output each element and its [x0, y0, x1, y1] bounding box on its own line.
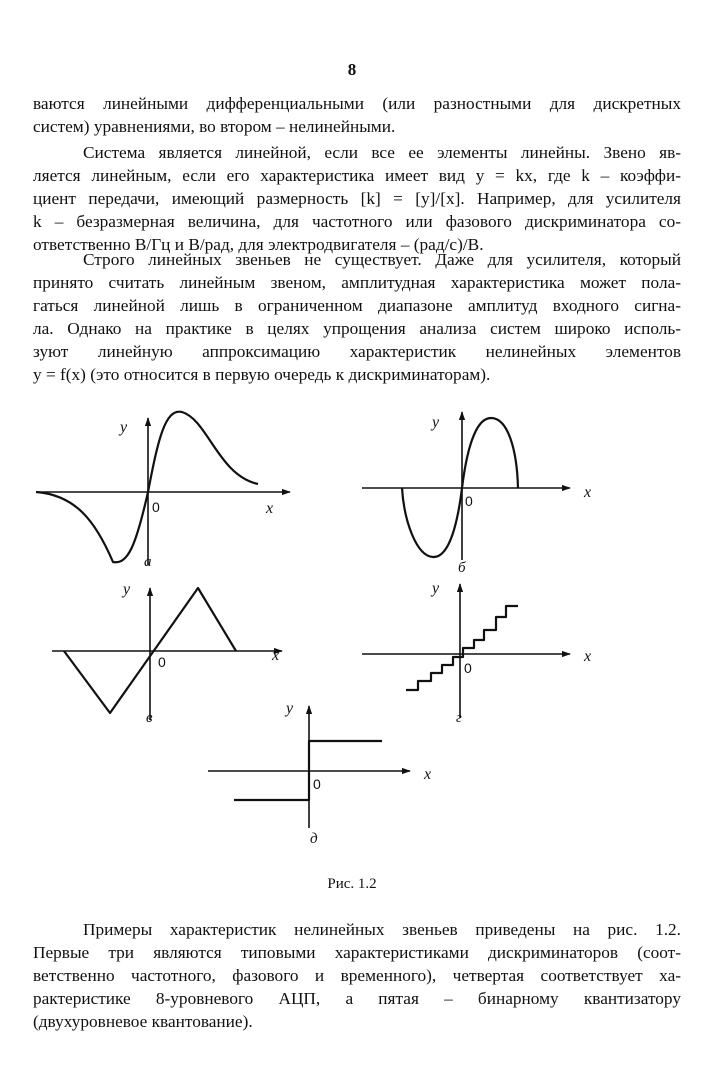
- characteristic-curve: [406, 606, 518, 690]
- text-line: Строго линейных звеньев не существует. Даже для усилителя, который: [83, 250, 681, 269]
- text-line: гаться линейной лишь в ограниченном диапазоне амплитуд входного сигна-: [33, 296, 681, 315]
- paragraph-4: [33, 918, 681, 1033]
- characteristic-curve: [36, 412, 258, 563]
- panel-g: [362, 580, 591, 726]
- panel-label: а: [144, 554, 152, 570]
- paragraph-1: [33, 92, 681, 138]
- x-axis-label: x: [584, 648, 592, 665]
- y-axis-label: y: [120, 419, 128, 436]
- y-axis-label: y: [432, 414, 440, 431]
- y-axis-label: y: [123, 581, 131, 598]
- text-line: Примеры характеристик нелинейных звеньев приведены на рис. 1.2.: [83, 920, 681, 939]
- text-line: Система является линейной, если все ее элементы линейны. Звено яв-: [83, 143, 681, 162]
- text-line: ла. Однако на практике в целях упрощения анализа систем широко исполь-: [33, 319, 681, 338]
- text-line: принято считать линейным звеном, амплитудная характеристика может пола-: [33, 273, 681, 292]
- text-line: ветственно частотного, фазового и временного), четвертая соответствует ха-: [33, 966, 681, 985]
- text-line: Первые три являются типовыми характеристиками дискриминаторов (соот-: [33, 943, 681, 962]
- x-axis-label: x: [266, 500, 274, 517]
- panel-label: б: [458, 560, 466, 576]
- origin-label: 0: [158, 654, 166, 670]
- origin-label: 0: [313, 776, 321, 792]
- text-line: k – безразмерная величина, для частотного или фазового дискриминатора со-: [33, 212, 681, 231]
- text-line: y = f(x) (это относится в первую очередь к дискриминаторам).: [33, 365, 491, 384]
- origin-label: 0: [152, 499, 160, 515]
- text-line: (двухуровневое квантование).: [33, 1012, 253, 1031]
- text-line: ляется линейным, если его характеристика имеет вид y = kx, где k – коэффи-: [33, 166, 681, 185]
- text-line: зуют линейную аппроксимацию характеристик нелинейных элементов: [33, 342, 681, 361]
- panel-v: [52, 581, 282, 726]
- panel-b: [362, 412, 591, 576]
- text-line: циент передачи, имеющий размерность [k] = [y]/[x]. Например, для усилителя: [33, 189, 681, 208]
- x-axis-label: x: [424, 766, 432, 783]
- text-line: ваются линейными дифференциальными (или разностными для дискретных: [33, 94, 681, 113]
- paragraph-3: [33, 248, 681, 386]
- panel-label: г: [456, 710, 462, 726]
- x-axis-label: x: [272, 647, 280, 664]
- origin-label: 0: [465, 493, 473, 509]
- panel-label: в: [146, 710, 153, 726]
- text-line: систем) уравнениями, во втором – нелинейными.: [33, 117, 396, 136]
- panel-d: [208, 700, 431, 847]
- figure-1-2: [0, 400, 704, 865]
- y-axis-label: y: [432, 580, 440, 597]
- y-axis-label: y: [286, 700, 294, 717]
- x-axis-label: x: [584, 484, 592, 501]
- origin-label: 0: [464, 660, 472, 676]
- panel-label: д: [310, 831, 318, 847]
- text-line: ответственно В/Гц и В/рад, для электродвигателя – (рад/с)/В.: [33, 235, 484, 254]
- paragraph-2: [33, 141, 681, 256]
- panel-a: [36, 412, 290, 570]
- figure-caption: Рис. 1.2: [327, 876, 377, 892]
- text-line: рактеристике 8-уровневого АЦП, а пятая – бинарному квантизатору: [33, 989, 681, 1008]
- page-number: 8: [347, 60, 357, 79]
